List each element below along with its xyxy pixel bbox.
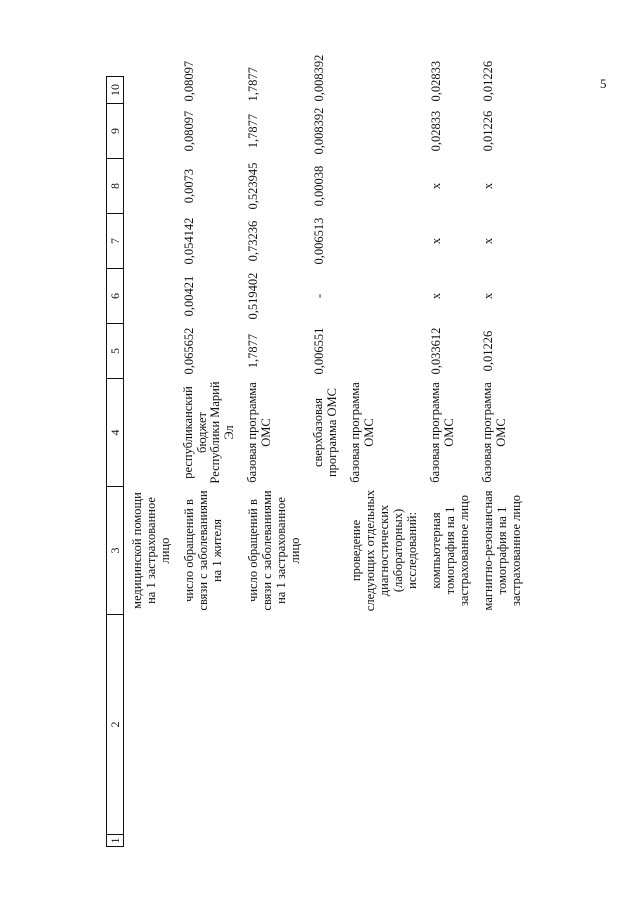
source-cell	[124, 379, 177, 487]
value-cell: 0,523945	[246, 162, 260, 210]
source-cell: базовая программа ОМС	[428, 382, 456, 483]
value-cell	[343, 324, 423, 379]
value-cell: x	[481, 182, 495, 190]
value-cell: 0,08097	[182, 110, 196, 152]
value-cell: 0,02833	[429, 60, 443, 102]
indicator-cell: число обращений в связи с заболеваниями на 1 застрахованное лицо	[246, 490, 302, 611]
value-cell: 0,73236	[246, 220, 260, 262]
value-cell: 0,006551	[312, 327, 326, 375]
value-cell: x	[481, 292, 495, 300]
page-number: 5	[600, 76, 607, 91]
value-cell	[124, 159, 177, 214]
value-cell: x	[429, 292, 443, 300]
value-cell: 0,519402	[246, 272, 260, 320]
rotated-table-container	[106, 54, 526, 847]
source-cell: базовая программа ОМС	[245, 382, 273, 483]
value-cell	[343, 77, 423, 104]
header-col-1: 1	[107, 835, 124, 847]
indicator-cell: число обращений в связи с заболеваниями на 1 жителя	[182, 490, 224, 611]
value-cell: 0,02833	[429, 110, 443, 152]
indicator-cell: проведение следующих отдельных диагностических (лабораторных) исследований:	[349, 489, 419, 612]
table-row	[176, 77, 240, 847]
value-cell: x	[429, 182, 443, 190]
source-cell: сверхбазовая программа ОМС	[311, 388, 339, 478]
value-cell	[124, 324, 177, 379]
value-cell: 0,006513	[312, 217, 326, 265]
value-cell: 0,00038	[312, 165, 326, 207]
value-cell: 0,065652	[182, 327, 196, 375]
value-cell: 0,08097	[182, 60, 196, 102]
value-cell: x	[429, 237, 443, 245]
table-row	[343, 77, 423, 847]
table-row	[475, 77, 527, 847]
value-cell	[343, 159, 423, 214]
value-cell: 1,7877	[246, 333, 260, 369]
value-cell	[343, 214, 423, 269]
value-cell	[124, 77, 177, 104]
source-cell: республиканский бюджет Республики Марий Эл	[181, 381, 236, 484]
header-col-10: 10	[107, 77, 124, 104]
header-col-5: 5	[107, 324, 124, 379]
value-cell: -	[312, 293, 326, 299]
value-cell	[343, 269, 423, 324]
value-cell: 0,054142	[182, 217, 196, 265]
value-cell: 1,7877	[246, 67, 260, 102]
value-cell: 0,01226	[481, 110, 495, 152]
indicator-cell: медицинской помощи на 1 застрахованное лицо	[130, 492, 172, 609]
value-cell	[124, 269, 177, 324]
source-cell: базовая программа ОМС	[480, 382, 508, 483]
value-cell	[343, 104, 423, 159]
value-cell: 0,033612	[429, 327, 443, 375]
header-col-3: 3	[107, 487, 124, 615]
indicator-cell: магнитно-резонансная томография на 1 застрахованное лицо	[481, 490, 523, 611]
value-cell: 0,008392	[312, 54, 326, 102]
header-col-8: 8	[107, 159, 124, 214]
table-row	[240, 77, 306, 847]
value-cell: 0,01226	[481, 60, 495, 102]
table-row	[124, 77, 177, 847]
header-col-6: 6	[107, 269, 124, 324]
value-cell: x	[481, 237, 495, 245]
value-cell: 0,00421	[182, 275, 196, 317]
indicator-cell: компьютерная томография на 1 застрахованное лицо	[429, 494, 471, 607]
value-cell: 1,7877	[246, 113, 260, 149]
data-table	[106, 54, 527, 847]
header-col-4: 4	[107, 379, 124, 487]
table-row	[423, 77, 475, 847]
value-cell	[124, 214, 177, 269]
indicator-cell	[306, 487, 343, 615]
source-cell: базовая программа ОМС	[348, 382, 376, 483]
header-row	[107, 77, 124, 847]
value-cell: 0,01226	[481, 330, 495, 372]
header-col-2: 2	[107, 615, 124, 835]
header-col-9: 9	[107, 104, 124, 159]
table-row	[306, 77, 343, 847]
value-cell: 0,008392	[312, 107, 326, 155]
value-cell: 0,0073	[182, 168, 196, 204]
value-cell	[124, 104, 177, 159]
header-col-7: 7	[107, 214, 124, 269]
